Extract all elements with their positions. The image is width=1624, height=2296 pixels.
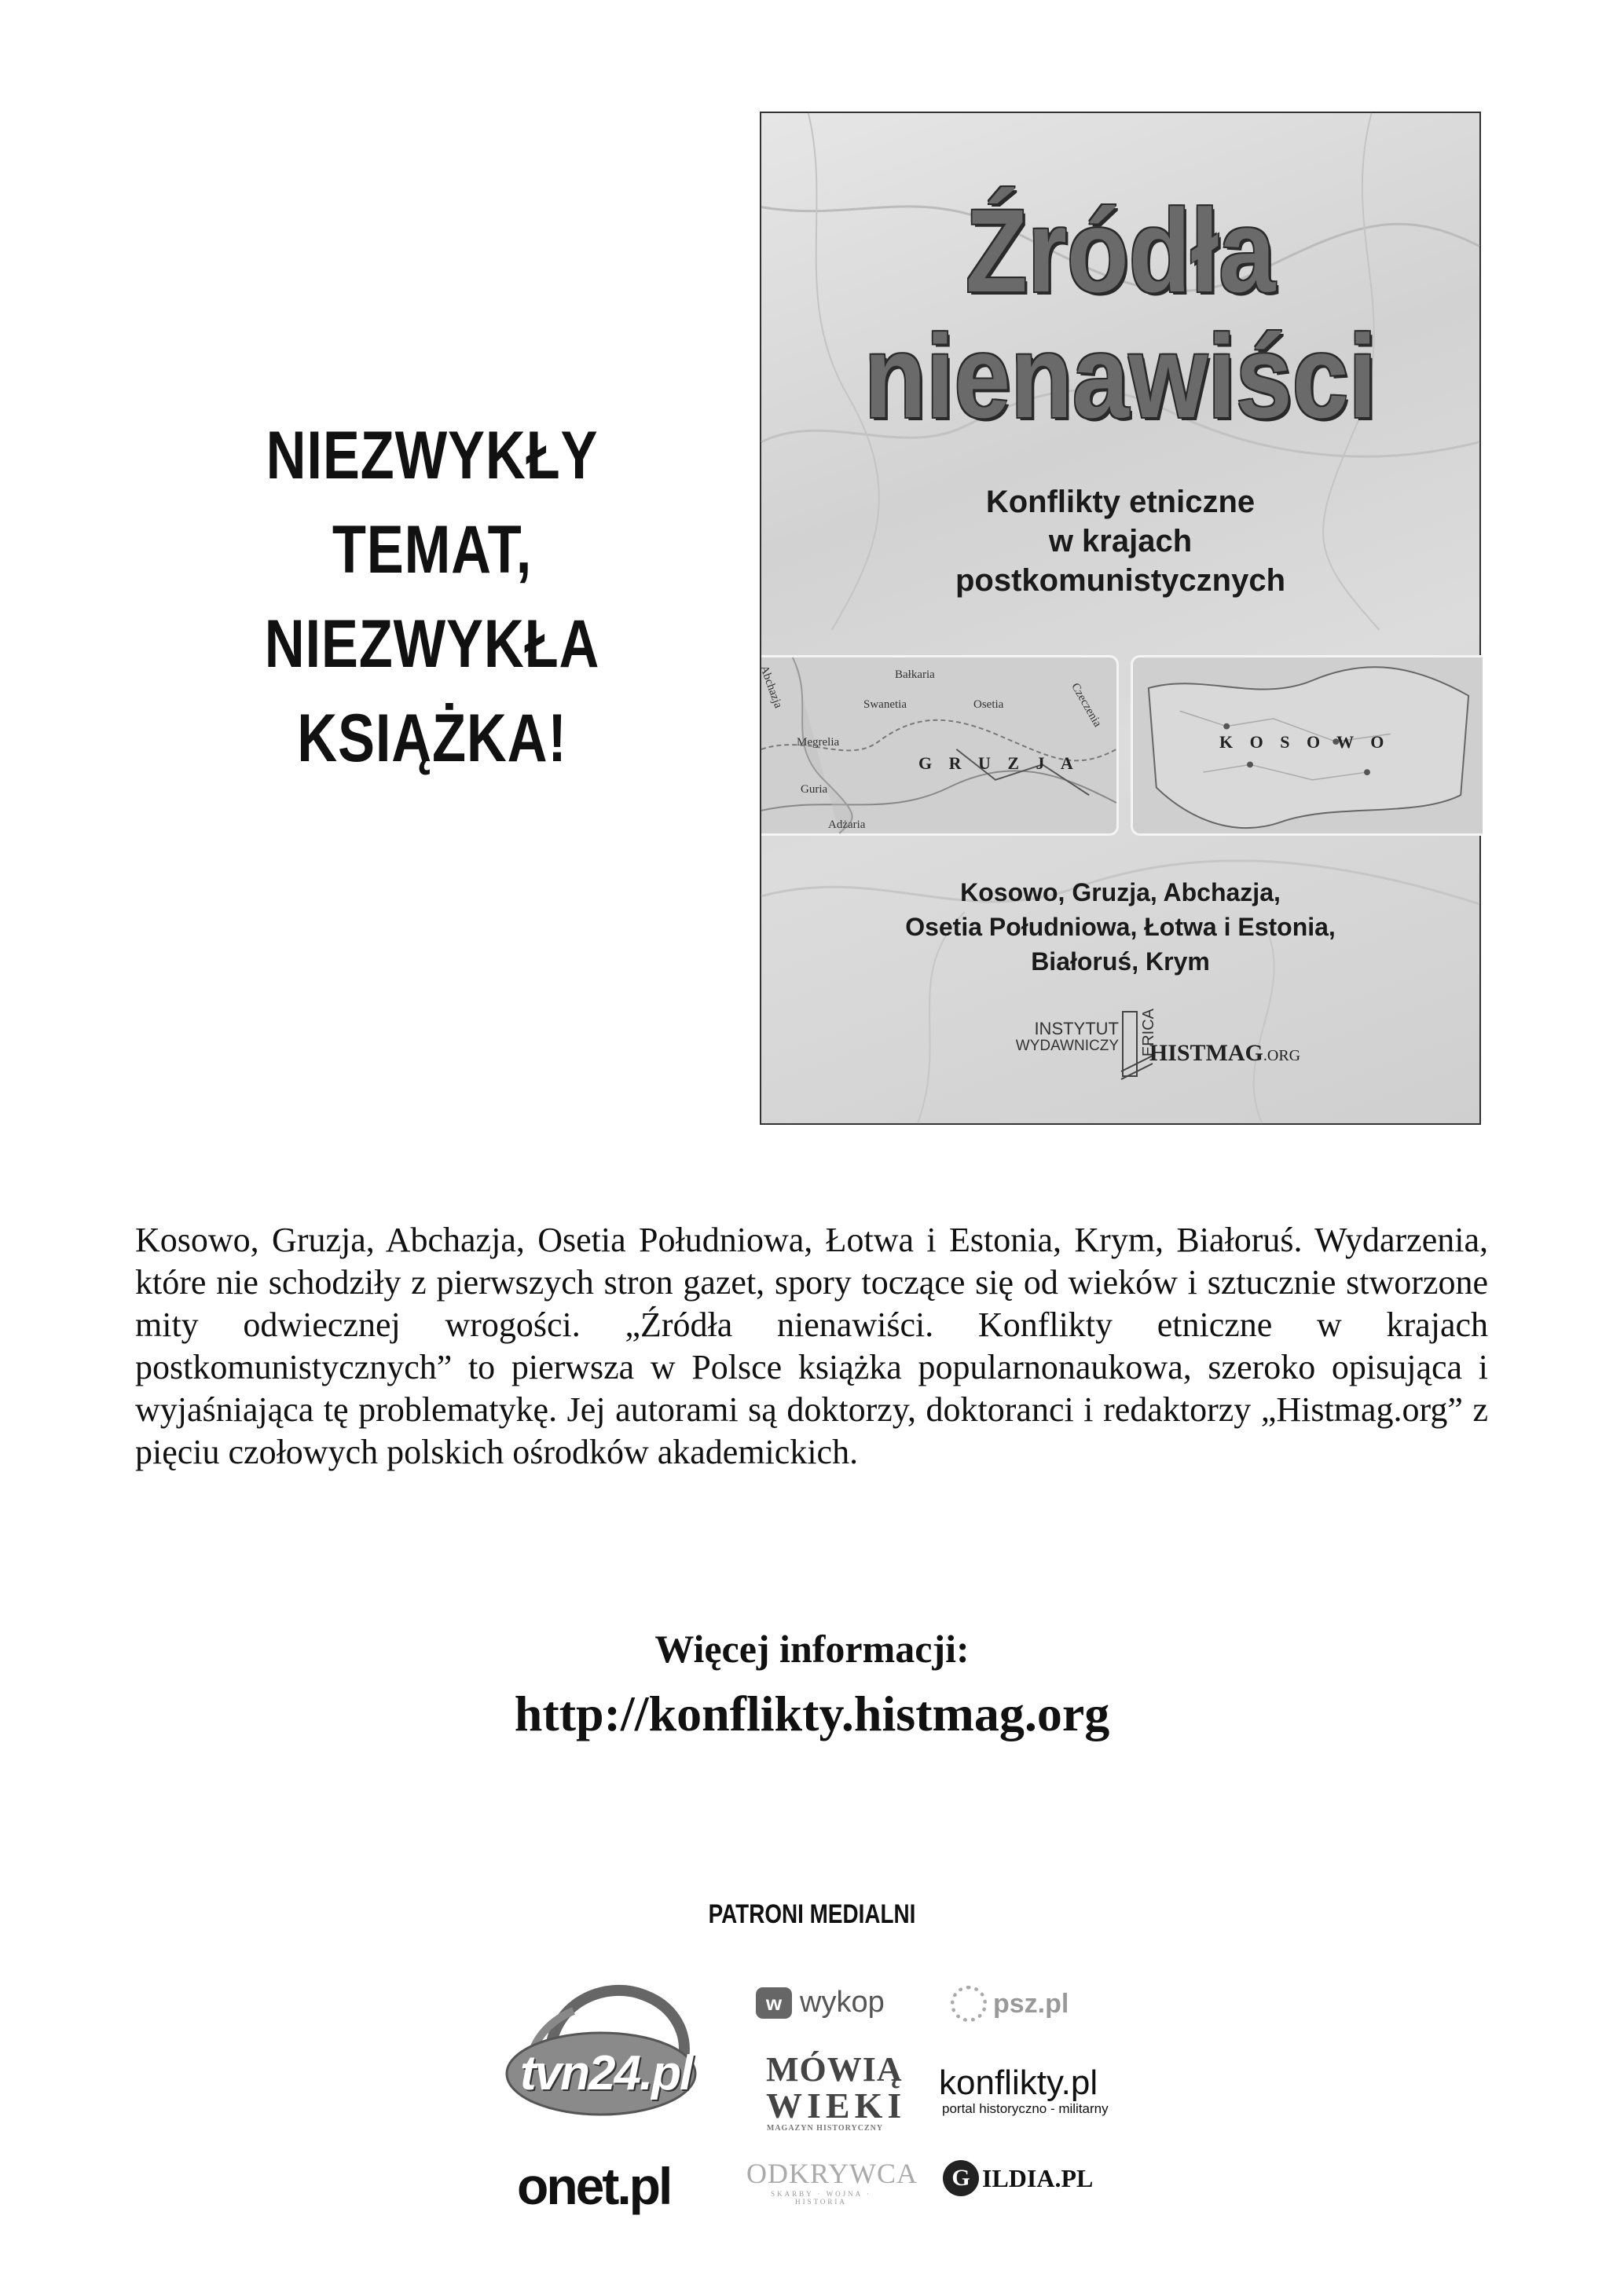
odkrywca-name: ODKRYWCA [746, 2158, 918, 2189]
gildia-logo [943, 2160, 1093, 2196]
wykop-name: wykop [800, 1986, 885, 2019]
tvn24-logo [503, 1964, 699, 2129]
onet-logo: onet.pl [517, 2157, 671, 2215]
mowia-wieki-tagline: MAGAZYN HISTORYCZNY [766, 2124, 884, 2133]
cover-list-line: Białoruś, Krym [1031, 947, 1210, 976]
map-region-label: Guria [801, 783, 828, 796]
map-country-label: G R U Z J A [918, 753, 1080, 773]
gildia-name: ILDIA.PL [982, 2163, 1094, 2192]
headline [239, 408, 625, 785]
map-region-label: Osetia [973, 698, 1004, 711]
map-country-label: K O S O W O [1219, 732, 1391, 752]
mowia-wieki-name: WIEKI [766, 2085, 907, 2126]
headline-line: NIEZWYKŁA [264, 606, 600, 682]
psz-icon [951, 1986, 987, 2022]
media-patrons-label: PATRONI MEDIALNI [708, 1899, 916, 1929]
georgia-map [757, 655, 1119, 836]
book-description: Kosowo, Gruzja, Abchazja, Osetia Południowa, Łotwa i Estonia, Krym, Białoruś. Wydarzenia, które nie schodziły z pierwszych stron gazet, spory toczące się od wieków i sztucznie stworzone mity odwiecznej wrogości. „Źródła nienawiści. Konflikty etniczne w krajach postkomunistycznych” to pierwsza w Polsce książka popularnonaukowa, szeroko opisująca i wyjaśniająca tę problematykę. Jej autorami są doktorzy, doktoranci i redaktorzy „Histmag.org” z pięciu czołowych polskich ośrodków akademickich. [135, 1221, 1488, 1471]
map-region-label: Swanetia [863, 698, 907, 711]
map-region-label: Czeczenia [1069, 681, 1104, 730]
cover-subtitle [761, 482, 1479, 600]
book-cover [757, 112, 1481, 1125]
odkrywca-logo [746, 2157, 918, 2206]
cover-subtitle-line: Konflikty etniczne [985, 485, 1256, 519]
histmag-logo [1138, 1040, 1311, 1067]
tvn24-logo-text: tvn24.pl [520, 2046, 692, 2100]
cover-subtitle-line: w krajach [1048, 524, 1193, 558]
konflikty-tagline: portal historyczno - militarny [942, 2101, 1109, 2116]
publisher-name: INSTYTUT [1034, 1019, 1119, 1038]
headline-line: KSIĄŻKA! [297, 701, 567, 776]
cover-list-line: Osetia Południowa, Łotwa i Estonia, [905, 913, 1336, 941]
konflikty-logo [939, 2064, 1109, 2116]
odkrywca-tagline: SKARBY · WOJNA · HISTORIA [771, 2190, 871, 2206]
mowia-wieki-logo [766, 2050, 907, 2133]
map-region-label: Megrelia [797, 736, 840, 749]
konflikty-name: konflikty.pl [939, 2063, 1098, 2102]
publisher-logo [954, 1020, 1119, 1055]
kosovo-map [1131, 655, 1483, 836]
map-region-label: Abchazja [757, 664, 785, 710]
wykop-logo [756, 1986, 885, 2020]
map-region-label: Bałkaria [895, 668, 935, 681]
psz-logo [951, 1986, 1069, 2022]
headline-line: NIEZWYKŁY [266, 418, 599, 493]
gildia-icon: G [943, 2160, 979, 2196]
cover-subtitle-line: postkomunistycznych [955, 563, 1286, 598]
more-info-label: Więcej informacji: [654, 1627, 970, 1671]
psz-name: psz.pl [993, 1988, 1069, 2019]
publisher-mark-text: ERICA [1140, 1009, 1157, 1057]
map-region-label: Adżaria [828, 818, 866, 831]
cover-title: nienawiści [863, 310, 1377, 442]
cover-list-line: Kosowo, Gruzja, Abchazja, [960, 878, 1281, 906]
cover-title: Źródła [965, 185, 1276, 317]
histmag-suffix: .ORG [1263, 1047, 1301, 1064]
headline-line: TEMAT, [332, 512, 533, 588]
wykop-icon: w [756, 1987, 792, 2019]
publisher-name: WYDAWNICZY [1015, 1038, 1119, 1054]
cover-country-list [761, 875, 1479, 979]
more-info-url[interactable]: http://konflikty.histmag.org [514, 1686, 1110, 1741]
histmag-name: HISTMAG [1149, 1040, 1263, 1066]
mowia-wieki-name: MÓWIĄ [766, 2050, 903, 2089]
